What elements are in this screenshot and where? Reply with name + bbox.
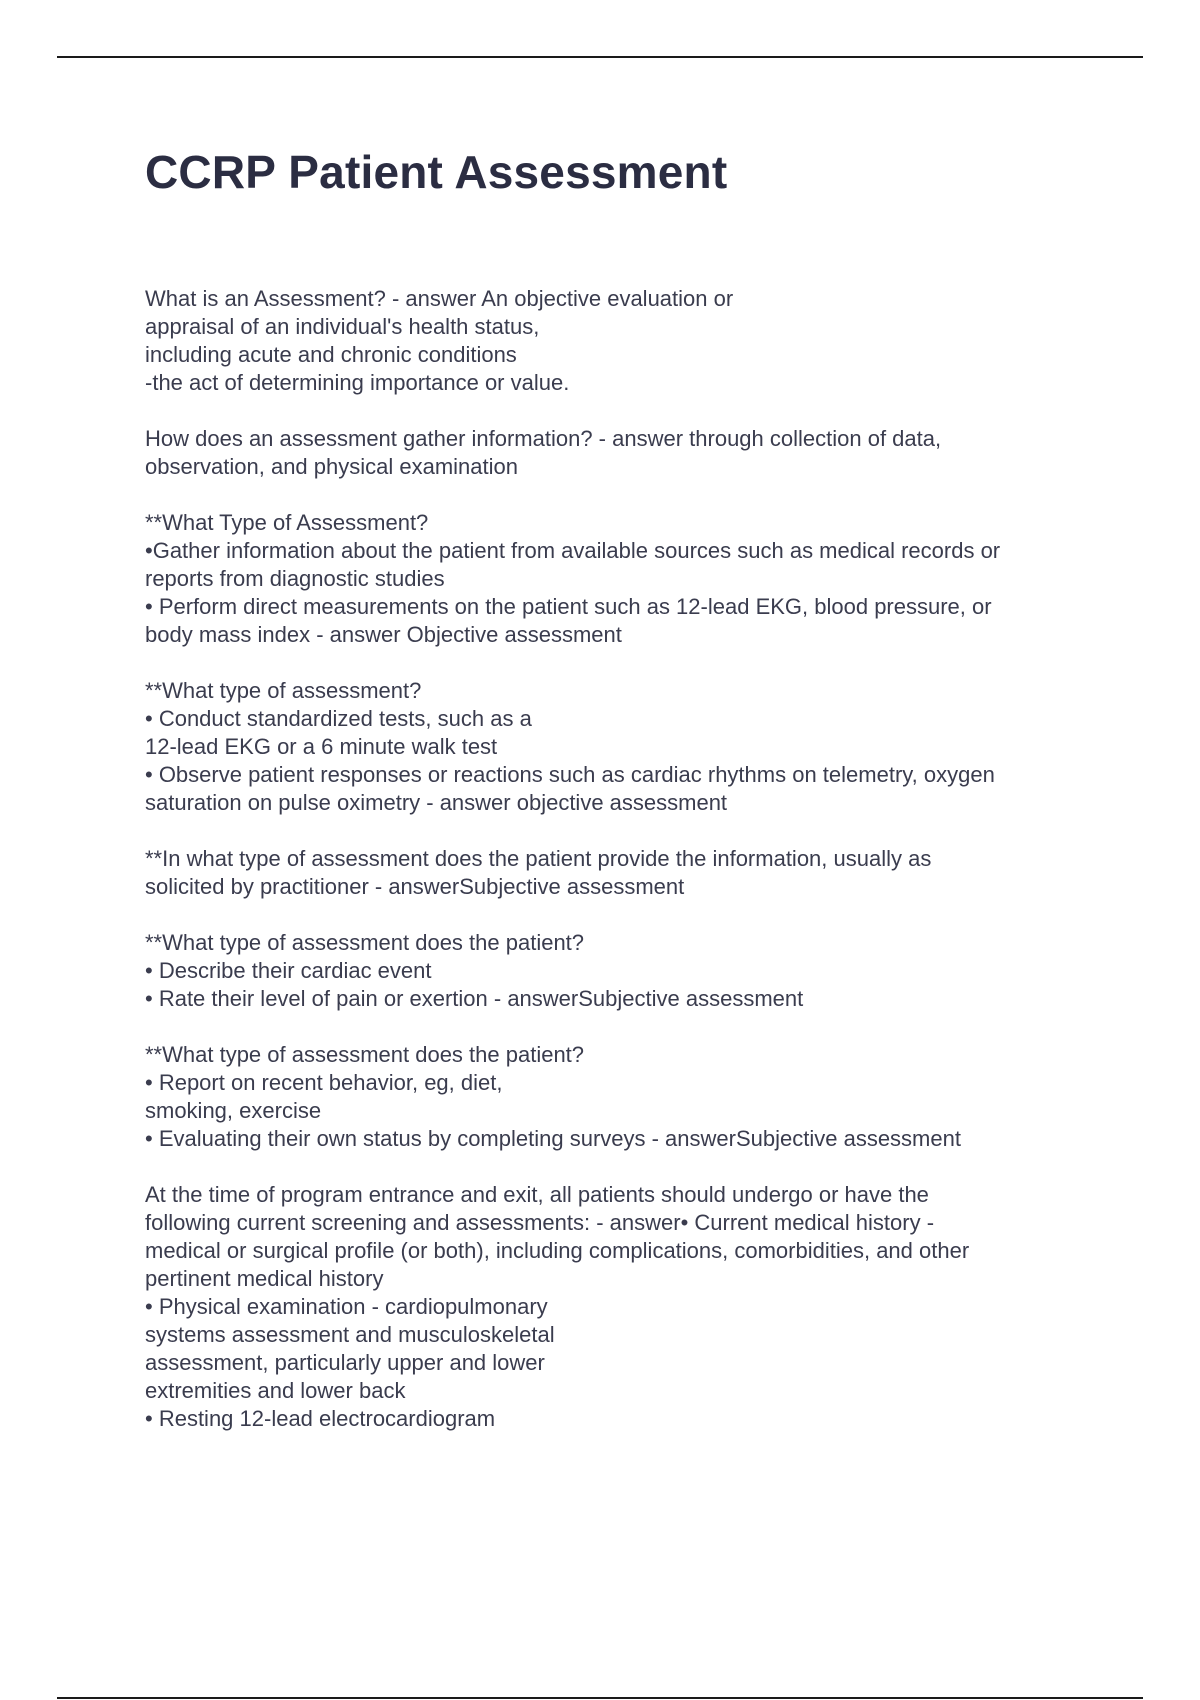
text-line: solicited by practitioner - answerSubjective assessment: [145, 874, 685, 899]
text-line: 12-lead EKG or a 6 minute walk test: [145, 734, 498, 759]
text-line: reports from diagnostic studies: [145, 566, 445, 591]
text-line: body mass index - answer Objective assessment: [145, 622, 622, 647]
qa-block: [145, 285, 1145, 397]
text-line: observation, and physical examination: [145, 454, 519, 479]
text-line: **What type of assessment does the patient?: [145, 1042, 585, 1067]
text-line: smoking, exercise: [145, 1098, 322, 1123]
qa-block: [145, 1181, 1145, 1433]
text-line: • Observe patient responses or reactions such as cardiac rhythms on telemetry, oxygen: [145, 762, 995, 787]
document-body: [145, 285, 1145, 1461]
text-line: • Physical examination - cardiopulmonary: [145, 1294, 548, 1319]
text-line: saturation on pulse oximetry - answer objective assessment: [145, 790, 728, 815]
text-line: **In what type of assessment does the patient provide the information, usually as: [145, 846, 932, 871]
text-line: **What type of assessment does the patient?: [145, 930, 585, 955]
text-line: • Evaluating their own status by completing surveys - answerSubjective assessment: [145, 1126, 961, 1151]
text-line: • Describe their cardiac event: [145, 958, 432, 983]
text-line: • Report on recent behavior, eg, diet,: [145, 1070, 503, 1095]
text-line: following current screening and assessments: - answer• Current medical history -: [145, 1210, 935, 1235]
text-line: extremities and lower back: [145, 1378, 406, 1403]
text-line: -the act of determining importance or value.: [145, 370, 570, 395]
text-line: •Gather information about the patient from available sources such as medical records or: [145, 538, 1001, 563]
text-line: What is an Assessment? - answer An objective evaluation or: [145, 286, 734, 311]
text-line: medical or surgical profile (or both), including complications, comorbidities, and other: [145, 1238, 970, 1263]
text-line: How does an assessment gather information? - answer through collection of data,: [145, 426, 942, 451]
text-line: • Resting 12-lead electrocardiogram: [145, 1406, 496, 1431]
text-line: • Perform direct measurements on the patient such as 12-lead EKG, blood pressure, or: [145, 594, 992, 619]
text-line: assessment, particularly upper and lower: [145, 1350, 545, 1375]
document-title: CCRP Patient Assessment: [145, 146, 728, 198]
qa-block: [145, 677, 1145, 817]
text-line: At the time of program entrance and exit, all patients should undergo or have the: [145, 1182, 929, 1207]
text-line: pertinent medical history: [145, 1266, 384, 1291]
text-line: **What type of assessment?: [145, 678, 422, 703]
text-line: • Rate their level of pain or exertion - answerSubjective assessment: [145, 986, 804, 1011]
qa-block: [145, 929, 1145, 1013]
qa-block: [145, 1041, 1145, 1153]
text-line: • Conduct standardized tests, such as a: [145, 706, 532, 731]
text-line: systems assessment and musculoskeletal: [145, 1322, 555, 1347]
qa-block: [145, 845, 1145, 901]
bottom-divider: [57, 1697, 1143, 1699]
top-divider: [57, 56, 1143, 58]
text-line: **What Type of Assessment?: [145, 510, 429, 535]
text-line: including acute and chronic conditions: [145, 342, 517, 367]
qa-block: [145, 425, 1145, 481]
qa-block: [145, 509, 1145, 649]
text-line: appraisal of an individual's health status,: [145, 314, 540, 339]
